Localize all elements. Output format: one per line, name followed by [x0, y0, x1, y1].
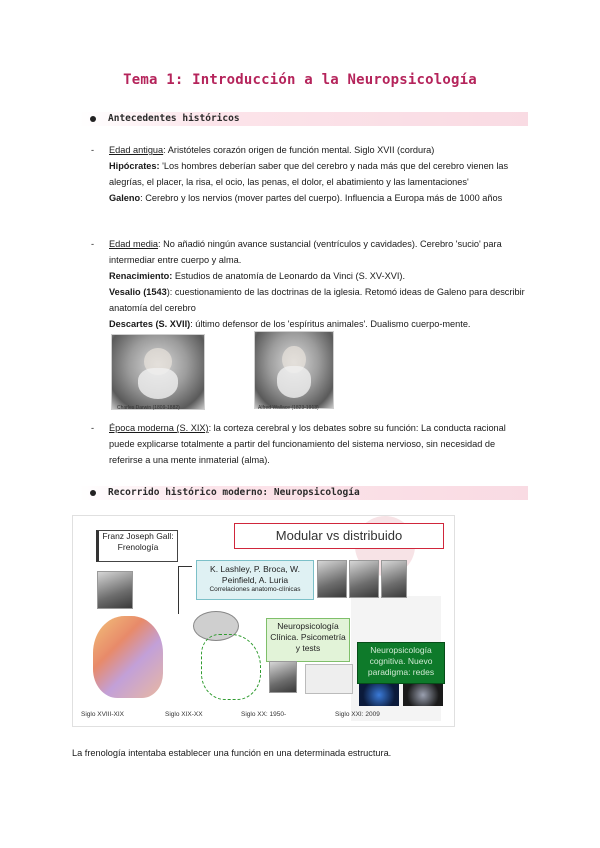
sub-text: : Cerebro y los nervios (mover partes del cuerpo). Influencia a Europa más de 1000 años: [140, 193, 503, 203]
gall-box: Franz Joseph Gall: Frenología: [96, 530, 178, 562]
figure-main-title: Modular vs distribuido: [234, 523, 444, 549]
brain-map-drawing: [201, 634, 261, 700]
scientist-photo: [381, 560, 407, 598]
darwin-portrait: [111, 334, 205, 410]
section-heading-text: Antecedentes históricos: [108, 113, 240, 124]
portrait-caption: Alfred Wallace (1823-1913): [258, 405, 319, 411]
scientist-photo: [349, 560, 379, 598]
item-text: : Aristóteles corazón origen de función mental. Siglo XVII (cordura): [163, 145, 435, 155]
item-label: Edad media: [109, 239, 159, 249]
sub-label: Renacimiento:: [109, 271, 173, 281]
bullet-icon: [90, 490, 96, 496]
sub-text: : último defensor de los 'espíritus animales'. Dualismo cuerpo-mente.: [190, 319, 471, 329]
network-image: [359, 684, 399, 706]
timeline-label: Siglo XXI: 2009: [335, 711, 380, 718]
sub-label: Vesalio (1543: [109, 287, 167, 297]
portrait-caption: Charles Darwin (1809-1882): [117, 405, 180, 411]
list-item-edad-media: [109, 236, 529, 332]
bullet-icon: [90, 116, 96, 122]
list-dash: -: [91, 423, 95, 433]
lashley-box: K. Lashley, P. Broca, W. Peinfield, A. Luria Correlaciones anatomo-clínicas: [196, 560, 314, 600]
phrenology-head-image: [93, 616, 163, 698]
item-text: : la corteza cerebral y los debates sobre su función: La conducta racional puede explicarse totalmente a partir del funcionamiento del sistema nervioso, sin necesidad de referirse a una mente inmaterial (alma).: [109, 423, 506, 465]
scientist-photo: [269, 661, 297, 693]
scientist-photo: [317, 560, 347, 598]
network-image: [403, 684, 443, 706]
figure-caption: La frenología intentaba establecer una función en una determinada estructura.: [72, 748, 392, 758]
wallace-portrait: [254, 331, 334, 409]
item-label: Edad antigua: [109, 145, 164, 155]
list-dash: -: [91, 145, 95, 155]
timeline-figure: [72, 515, 455, 727]
timeline-label: Siglo XX: 1950-: [241, 711, 287, 718]
cognitive-box: Neuropsicología cognitiva. Nuevo paradigma: redes: [357, 642, 445, 684]
list-item-edad-antigua: [109, 142, 529, 206]
sub-label: Hipócrates:: [109, 161, 160, 171]
section-heading-antecedentes: [80, 112, 528, 126]
sub-text: ): cuestionamiento de las doctrinas de la iglesia. Retomó ideas de Galeno para describir anatomía del cerebro: [109, 287, 525, 313]
clinical-box: Neuropsicología Clínica. Psicometría y tests: [266, 618, 350, 662]
timeline-label: Siglo XIX-XX: [165, 711, 203, 718]
list-dash: -: [91, 239, 95, 249]
section-heading-recorrido: [80, 486, 528, 500]
item-text: : No añadió ningún avance sustancial (ventrículos y cavidades). Cerebro 'sucio' para intermediar entre cuerpo y alma.: [109, 239, 502, 265]
gall-photo: [97, 571, 133, 609]
sub-label: Galeno: [109, 193, 141, 203]
section-heading-text: Recorrido histórico moderno: Neuropsicología: [108, 487, 360, 498]
timeline-label: Siglo XVIII-XIX: [81, 711, 124, 718]
item-label: Época moderna (S. XIX): [109, 423, 209, 433]
sub-text: 'Los hombres deberían saber que del cerebro y nada más que del cerebro vienen las alegrías, el placer, la risa, el ocio, las penas, el dolor, el abatimiento y las lamentaciones': [109, 161, 509, 187]
test-diagram: [305, 664, 353, 694]
list-item-epoca-moderna: [109, 420, 529, 468]
sub-label: Descartes (S. XVII): [109, 319, 191, 329]
sub-text: Estudios de anatomía de Leonardo da Vinci (S. XV-XVI).: [172, 271, 406, 281]
document-title: Tema 1: Introducción a la Neuropsicología: [123, 72, 477, 88]
